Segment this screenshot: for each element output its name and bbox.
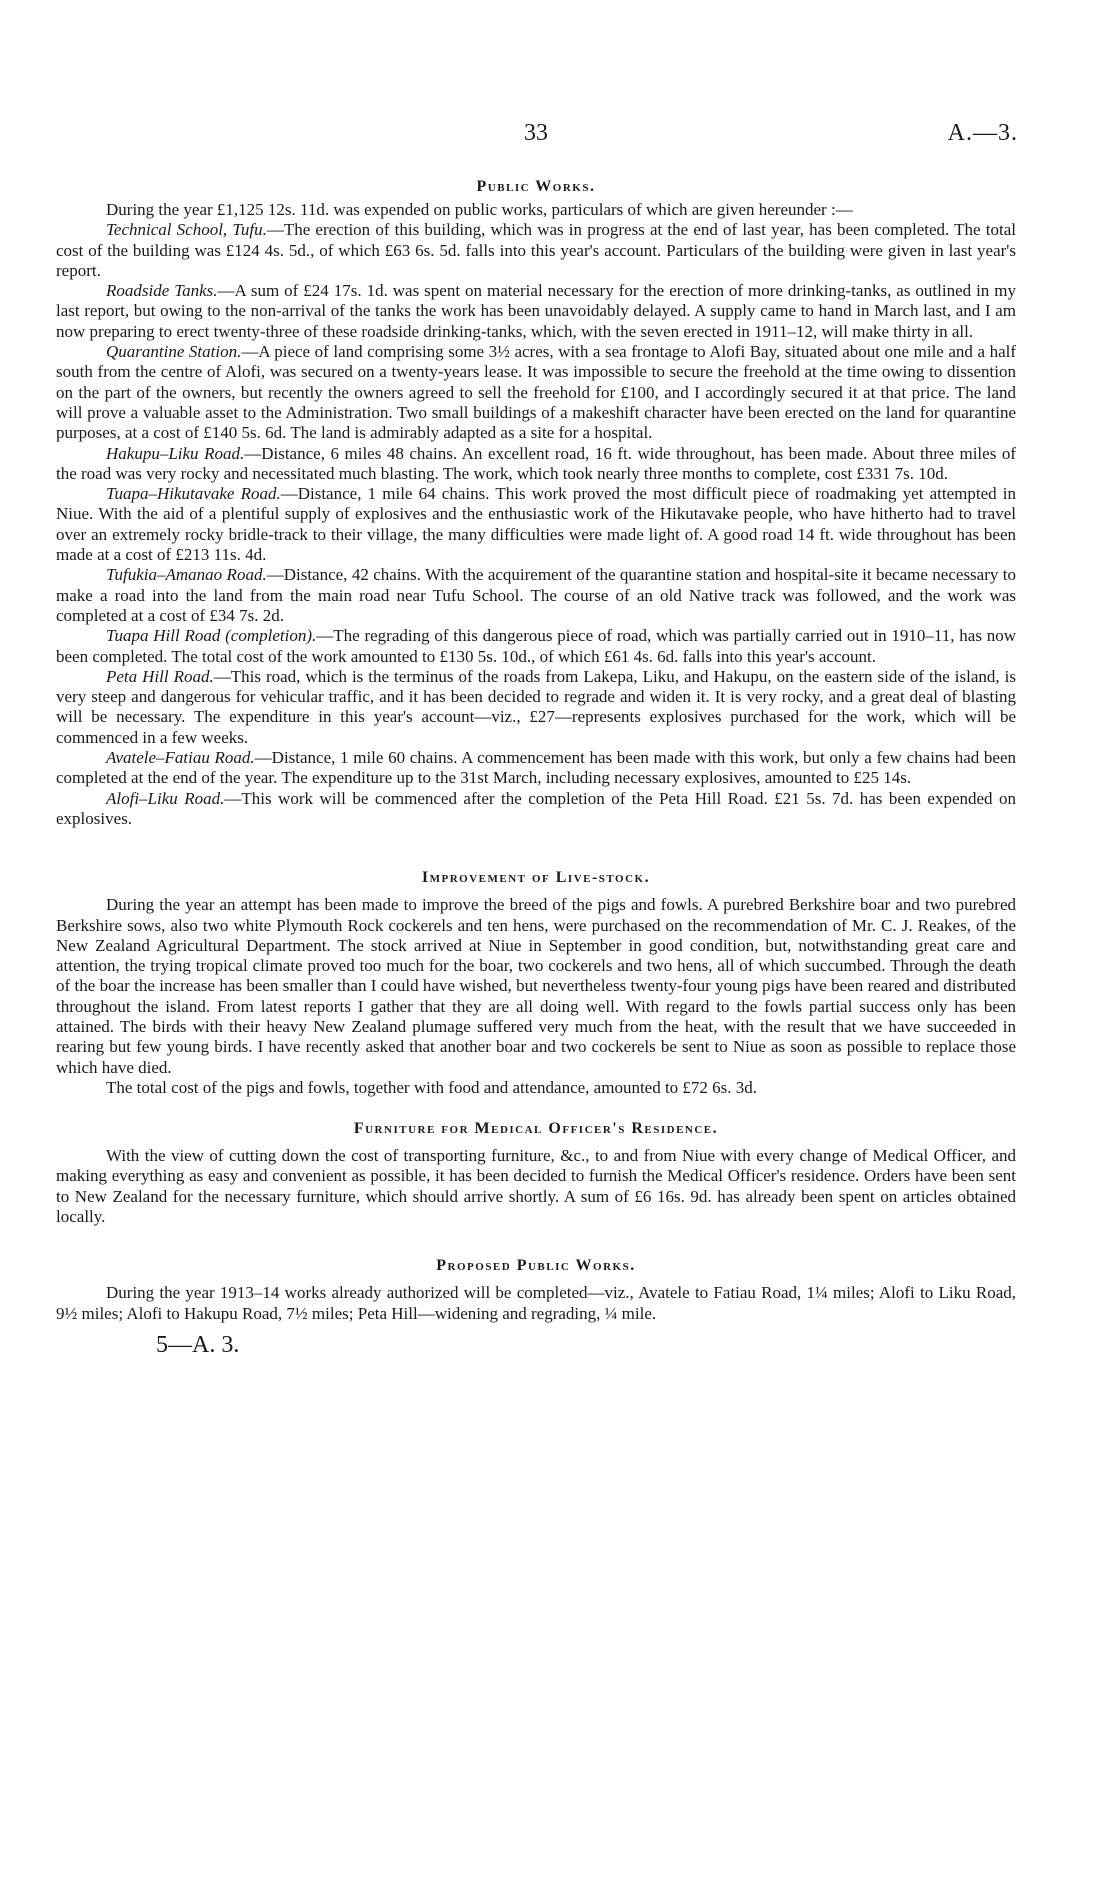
work-item-text: —Distance, 6 miles 48 chains. An excellent road, 16 ft. wide throughout, has been made. About three miles of the road was very rocky and necessitated much blasting. The work, which took nearly three months to complete, cost £331 7s. 10d.: [56, 443, 1017, 483]
work-item-text: —The regrading of this dangerous piece of road, which was partially carried out in 1910–11, has now been completed. The total cost of the work amounted to £130 5s. 10d., of which £61 4s. 6d. falls into this year's account.: [56, 626, 1016, 666]
work-item-technical-school: [56, 220, 1016, 281]
work-item-hakupu-liku-road: [56, 444, 1016, 485]
work-item-text: —This road, which is the terminus of the roads from Lakepa, Liku, and Hakupu, on the eastern side of the island, is very steep and dangerous for vehicular traffic, and it has been decided to regrade and widen it. It is very rocky, and a great deal of blasting will be necessary. The expenditure in this year's account—viz., £27—represents explosives purchased for the work, which will be commenced in a few weeks.: [56, 666, 1016, 747]
page-header: [56, 120, 1016, 154]
work-item-quarantine-station: [56, 342, 1016, 443]
work-item-title: Peta Hill Road.: [106, 666, 214, 686]
work-item-title: Tuapa Hill Road (completion).: [106, 626, 317, 646]
work-item-title: Avatele–Fatiau Road.: [106, 748, 255, 768]
printer-signature: 5—A. 3.: [156, 1331, 240, 1358]
work-item-tuapa-hill-road: [56, 626, 1016, 667]
section-heading-proposed-works: Proposed Public Works.: [436, 1257, 636, 1275]
work-item-text: —Distance, 1 mile 64 chains. This work proved the most difficult piece of roadmaking yet attempted in Niue. With the aid of a plentiful supply of explosives and the enthusiastic work of the Hikutavake people, who have hitherto had to travel over an extremely rocky bridle-track to their village, the many difficulties were made light of. A good road 14 ft. wide throughout has been made at a cost of £213 11s. 4d.: [56, 484, 1016, 565]
work-item-text: —Distance, 1 mile 60 chains. A commencement has been made with this work, but only a few chains had been completed at the end of the year. The expenditure up to the 31st March, including necessary explosives, amounted to £25 14s.: [56, 748, 1016, 788]
proposed-works-paragraph: During the year 1913–14 works already authorized will be completed—viz., Avatele to Fatiau Road, 1¼ miles; Alofi to Liku Road, 9½ miles; Alofi to Hakupu Road, 7½ miles; Peta Hill—widening and regrading, ¼ mile.: [56, 1283, 1016, 1323]
work-item-text: —This work will be commenced after the completion of the Peta Hill Road. £21 5s. 7d. has been expended on explosives.: [56, 788, 1016, 828]
work-item-title: Hakupu–Liku Road.: [106, 443, 245, 463]
work-item-title: Alofi–Liku Road.: [106, 788, 225, 808]
work-item-title: Technical School, Tufu.: [106, 220, 267, 240]
work-item-title: Tufukia–Amanao Road.: [106, 565, 267, 585]
page-number: 33: [524, 120, 548, 146]
livestock-paragraph: During the year an attempt has been made to improve the breed of the pigs and fowls. A purebred Berkshire boar and two purebred Berkshire sows, also two white Plymouth Rock cockerels and ten hens, were purchased on the recommendation of Mr. C. J. Reakes, of the New Zealand Agricultural Department. The stock arrived at Niue in September in good condition, but, notwithstanding great care and attention, the trying tropical climate proved too much for the boar, two cockerels and two hens, all of which succumbed. Through the death of the boar the increase has been smaller than I could have wished, but nevertheless twenty-four young pigs have been reared and distributed throughout the island. From latest reports I gather that they are all doing well. With regard to the fowls partial success only has been attained. The birds with their heavy New Zealand plumage suffered very much from the heat, with the result that we have succeeded in rearing but few young birds. I have recently asked that another boar and two cockerels be sent to Niue as soon as possible to replace those which have died.: [56, 895, 1016, 1077]
work-item-text: —Distance, 42 chains. With the acquirement of the quarantine station and hospital-site it became necessary to make a road into the land from the main road near Tufu School. The course of an old Native track was followed, and the work was completed at a cost of £34 7s. 2d.: [56, 565, 1016, 625]
work-item-title: Quarantine Station.: [106, 342, 242, 362]
work-item-text: —A piece of land comprising some 3½ acres, with a sea frontage to Alofi Bay, situated about one mile and a half south from the centre of Alofi, was secured on a twenty-years lease. It was impossible to secure the freehold at the time owing to dissention on the part of the owners, but recently the owners agreed to sell the freehold for £100, and I accordingly secured it at that price. The land will prove a valuable asset to the Administration. Two small buildings of a makeshift character have been erected on the land for quarantine purposes, at a cost of £140 5s. 6d. The land is admirably adapted as a site for a hospital.: [56, 342, 1016, 443]
work-item-roadside-tanks: [56, 281, 1016, 342]
work-item-tufukia-amanao-road: [56, 565, 1016, 626]
document-reference: A.—3.: [947, 120, 1018, 146]
work-item-tuapa-hikutavake-road: [56, 484, 1016, 565]
work-item-text: —A sum of £24 17s. 1d. was spent on material necessary for the erection of more drinking-tanks, as outlined in my last report, but owing to the non-arrival of the tanks the work has been unavoidably delayed. A supply came to hand in March last, and I am now preparing to erect twenty-three of these roadside drinking-tanks, which, with the seven erected in 1911–12, will make thirty in all.: [56, 281, 1016, 341]
work-item-title: Roadside Tanks.: [106, 281, 218, 301]
work-item-title: Tuapa–Hikutavake Road.: [106, 484, 281, 504]
work-item-avatele-fatiau-road: [56, 748, 1016, 789]
work-item-text: —The erection of this building, which was in progress at the end of last year, has been completed. The total cost of the building was £124 4s. 5d., of which £63 6s. 5d. falls into this year's account. Particulars of the building were given in last year's report.: [56, 220, 1016, 280]
work-item-peta-hill-road: [56, 667, 1016, 748]
work-item-alofi-liku-road: [56, 789, 1016, 830]
section-heading-furniture: Furniture for Medical Officer's Residence.: [353, 1120, 719, 1138]
section-heading-public-works: Public Works.: [476, 178, 596, 195]
section-heading-livestock: Improvement of Live-stock.: [421, 869, 651, 887]
document-page: [56, 120, 1016, 1359]
furniture-paragraph: With the view of cutting down the cost of transporting furniture, &c., to and from Niue with every change of Medical Officer, and making everything as easy and convenient as possible, it has been decided to furnish the Medical Officer's residence. Orders have been sent to New Zealand for the necessary furniture, which should arrive shortly. A sum of £6 16s. 9d. has already been spent on articles obtained locally.: [56, 1146, 1016, 1227]
public-works-intro: During the year £1,125 12s. 11d. was expended on public works, particulars of which are given hereunder :—: [106, 200, 853, 219]
livestock-cost-paragraph: The total cost of the pigs and fowls, together with food and attendance, amounted to £72 6s. 3d.: [106, 1077, 758, 1097]
